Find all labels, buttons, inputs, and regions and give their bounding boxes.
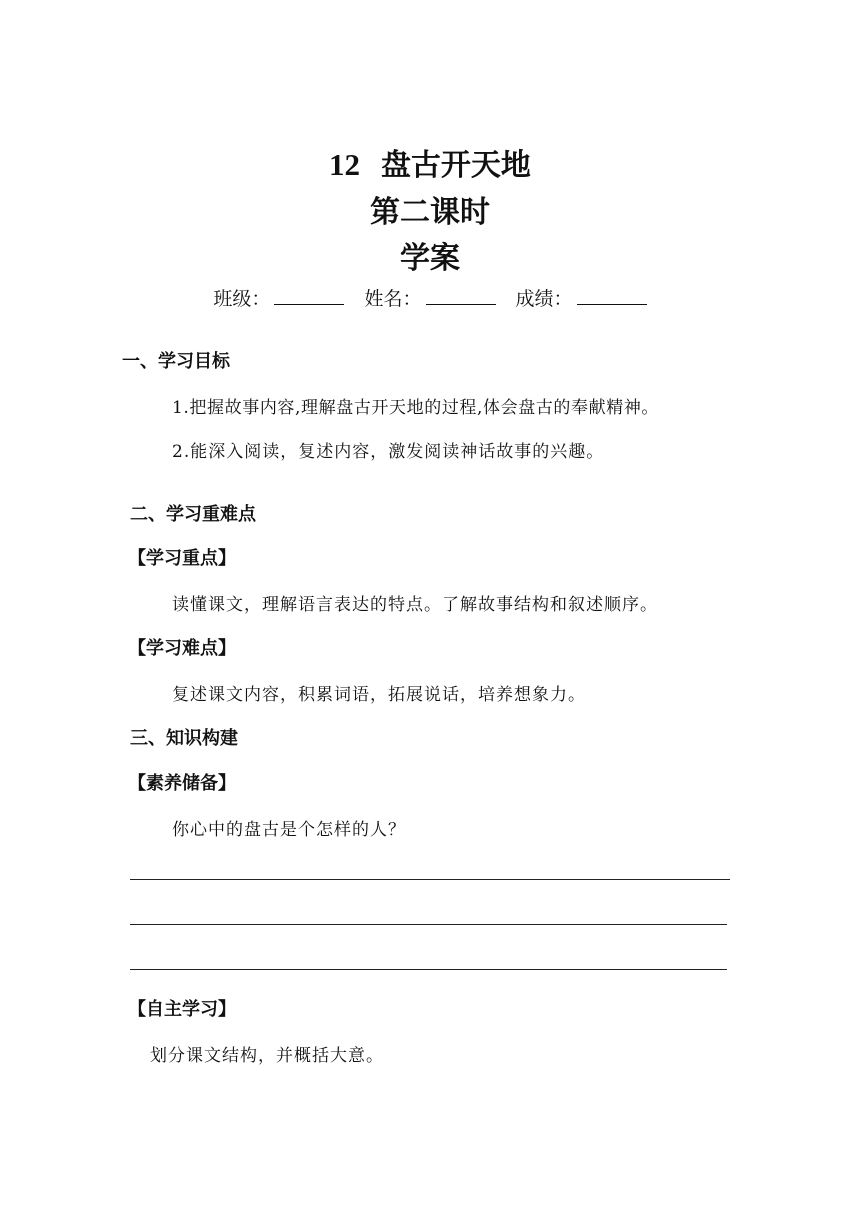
doc-type: 学案	[400, 241, 460, 276]
class-label: 班级：	[213, 288, 271, 310]
student-info-row	[0, 284, 860, 311]
lesson-number: 12	[329, 147, 361, 182]
section-heading-knowledge: 三、知识构建	[130, 728, 238, 749]
section-heading-focus: 二、学习重难点	[130, 504, 256, 525]
key-point-text: 读懂课文，理解语言表达的特点。了解故事结构和叙述顺序。	[172, 595, 658, 615]
difficulty-text: 复述课文内容，积累词语，拓展说话，培养想象力。	[172, 685, 586, 705]
section-heading-goals: 一、学习目标	[122, 351, 230, 372]
answer-line-2[interactable]	[130, 924, 727, 925]
answer-line-3[interactable]	[130, 969, 727, 970]
self-study-label: 【自主学习】	[128, 999, 236, 1020]
preparation-question: 你心中的盘古是个怎样的人？	[172, 820, 406, 840]
class-blank[interactable]	[274, 286, 344, 305]
goal-item-2: 2.能深入阅读，复述内容，激发阅读神话故事的兴趣。	[172, 442, 605, 462]
goal-item-1: 1.把握故事内容,理解盘古开天地的过程,体会盘古的奉献精神。	[172, 398, 660, 418]
document-title	[0, 140, 860, 184]
lesson-title: 盘古开天地	[380, 148, 531, 183]
score-label: 成绩：	[515, 288, 573, 310]
score-blank[interactable]	[577, 286, 647, 305]
name-label: 姓名：	[364, 288, 422, 310]
lesson-period: 第二课时	[370, 195, 490, 230]
name-blank[interactable]	[426, 286, 496, 305]
key-point-label: 【学习重点】	[128, 548, 236, 569]
answer-line-1[interactable]	[130, 879, 730, 880]
self-study-text: 划分课文结构，并概括大意。	[150, 1046, 384, 1066]
preparation-label: 【素养储备】	[128, 773, 236, 794]
difficulty-label: 【学习难点】	[128, 638, 236, 659]
